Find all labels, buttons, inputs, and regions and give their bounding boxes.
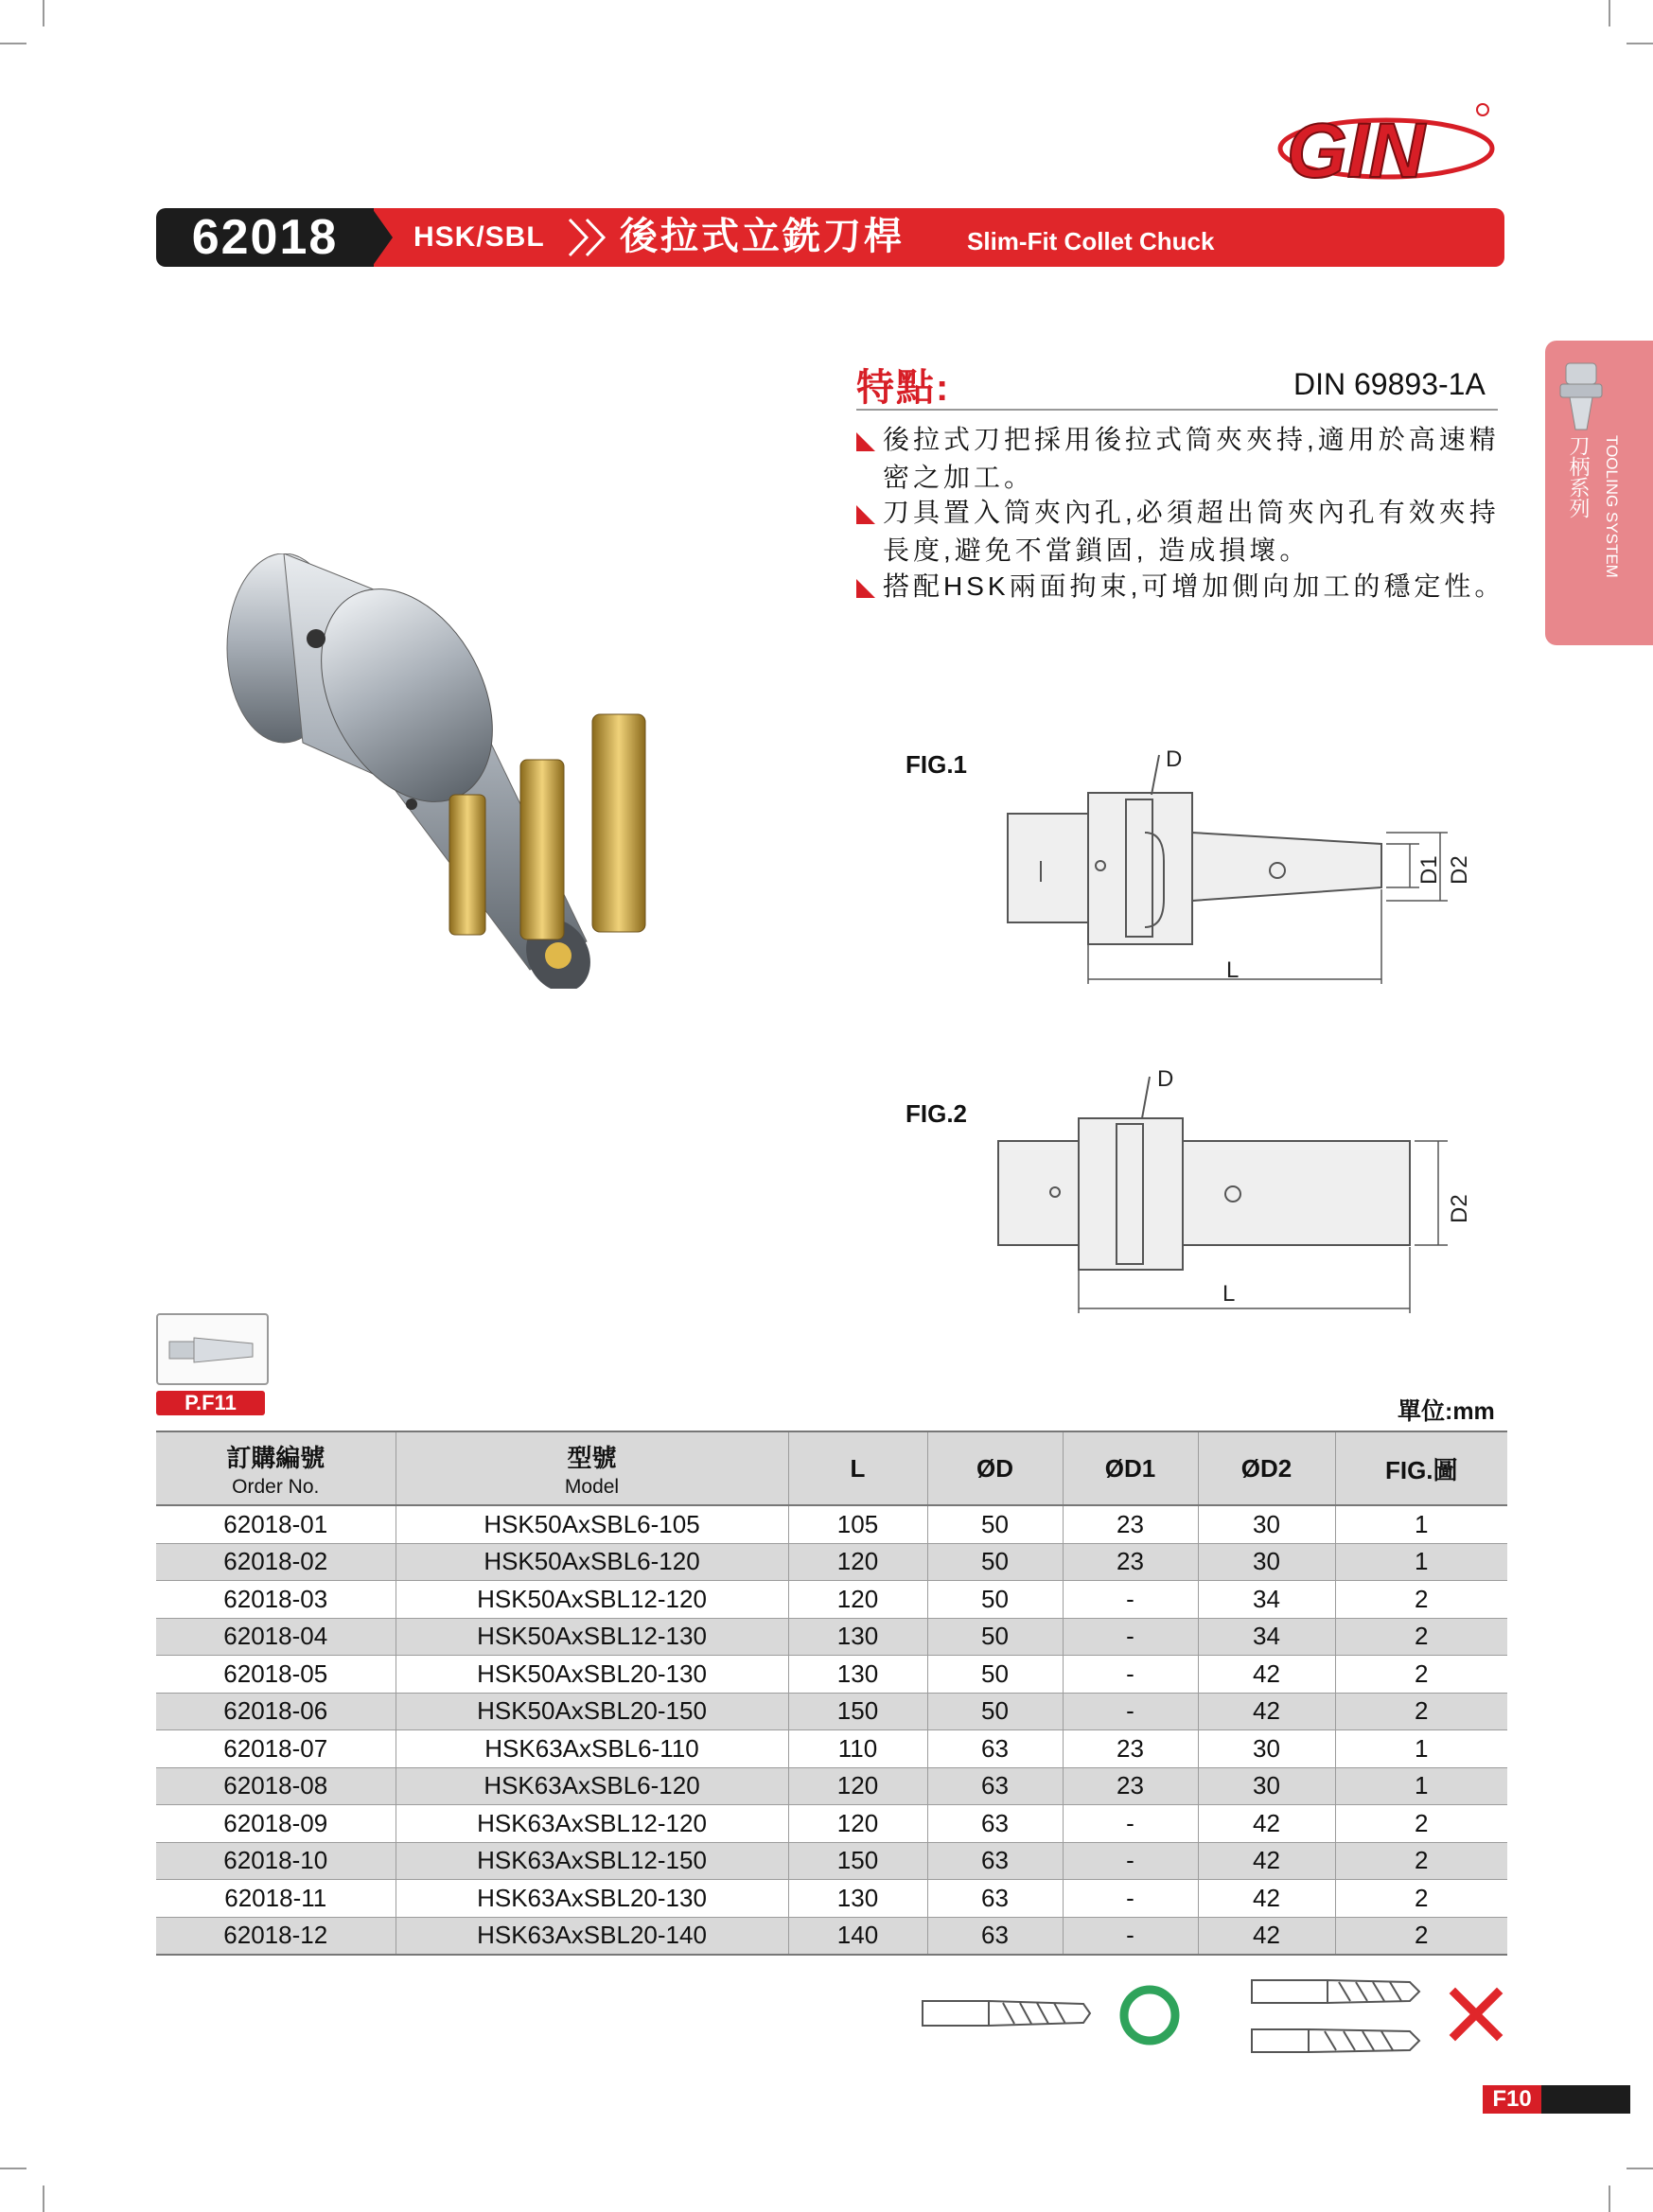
cell-fig: 2	[1335, 1618, 1507, 1656]
cell-fig: 2	[1335, 1656, 1507, 1694]
cell-l: 130	[788, 1618, 927, 1656]
fig1-label: FIG.1	[906, 750, 968, 779]
title-en: Slim-Fit Collet Chuck	[967, 227, 1215, 255]
features-divider	[856, 409, 1498, 411]
fig1-drawing	[1003, 738, 1495, 993]
spec-table	[156, 1431, 1507, 1956]
feature-text: 後拉式刀把採用後拉式筒夾夾持,適用於高速精密之加工。	[883, 425, 1500, 492]
page-number: F10	[1483, 2085, 1541, 2114]
fig2-dim-l: L	[1222, 1281, 1236, 1307]
cell-d: 50	[927, 1656, 1063, 1694]
cell-d: 63	[927, 1842, 1063, 1880]
cell-fig: 1	[1335, 1543, 1507, 1581]
accessory-thumbnail	[156, 1313, 269, 1385]
usage-illustration	[918, 1973, 1514, 2067]
cell-d1: -	[1063, 1917, 1198, 1955]
unit-label: 單位:mm	[1398, 1398, 1495, 1425]
cell-model: HSK63AxSBL12-120	[396, 1805, 788, 1843]
double-chevron-icon	[566, 218, 615, 257]
header-l: L	[788, 1431, 927, 1505]
cell-d1: 23	[1063, 1505, 1198, 1543]
cell-d2: 42	[1198, 1917, 1335, 1955]
cell-d2: 42	[1198, 1656, 1335, 1694]
title-zh: 後拉式立銑刀桿	[620, 216, 905, 257]
table-row	[156, 1618, 1507, 1656]
cell-model: HSK63AxSBL12-150	[396, 1842, 788, 1880]
cell-l: 120	[788, 1767, 927, 1805]
cell-l: 120	[788, 1805, 927, 1843]
cell-l: 150	[788, 1693, 927, 1730]
header-d2: ØD2	[1198, 1431, 1335, 1505]
cell-model: HSK50AxSBL20-150	[396, 1693, 788, 1730]
crop-mark	[1627, 43, 1653, 44]
incorrect-insertion	[1252, 1980, 1497, 2052]
cell-d2: 42	[1198, 1880, 1335, 1918]
fig1-dim-d2: D2	[1447, 855, 1472, 885]
table-row	[156, 1805, 1507, 1843]
cell-d2: 34	[1198, 1581, 1335, 1619]
table-row	[156, 1656, 1507, 1694]
cell-l: 105	[788, 1505, 927, 1543]
cell-fig: 2	[1335, 1880, 1507, 1918]
cell-model: HSK50AxSBL12-130	[396, 1618, 788, 1656]
cell-d1: 23	[1063, 1730, 1198, 1768]
crop-mark	[0, 43, 26, 44]
cell-fig: 2	[1335, 1581, 1507, 1619]
collet-medium	[520, 760, 564, 939]
cell-model: HSK63AxSBL20-140	[396, 1917, 788, 1955]
cell-model: HSK63AxSBL6-120	[396, 1767, 788, 1805]
side-tab-zh: 刀柄系列	[1567, 435, 1591, 518]
cell-d: 63	[927, 1805, 1063, 1843]
title-bar	[156, 208, 1504, 267]
table-header-row	[156, 1431, 1507, 1505]
cell-l: 110	[788, 1730, 927, 1768]
cell-fig: 2	[1335, 1917, 1507, 1955]
cell-order-no: 62018-02	[156, 1543, 396, 1581]
fig2-dim-d: D	[1157, 1066, 1174, 1092]
cell-d: 50	[927, 1543, 1063, 1581]
svg-text:GIN: GIN	[1287, 108, 1425, 191]
cell-l: 120	[788, 1581, 927, 1619]
cell-d2: 30	[1198, 1505, 1335, 1543]
feature-text: 搭配HSK兩面拘束,可增加側向加工的穩定性。	[883, 571, 1505, 601]
cell-d2: 34	[1198, 1618, 1335, 1656]
crop-mark	[43, 0, 44, 26]
table-row	[156, 1693, 1507, 1730]
cell-d1: -	[1063, 1693, 1198, 1730]
table-row	[156, 1730, 1507, 1768]
cell-fig: 2	[1335, 1842, 1507, 1880]
code-arrow	[372, 208, 393, 267]
crop-mark	[1609, 2186, 1610, 2212]
cell-model: HSK63AxSBL20-130	[396, 1880, 788, 1918]
cell-d1: -	[1063, 1805, 1198, 1843]
cell-l: 130	[788, 1880, 927, 1918]
cell-fig: 2	[1335, 1693, 1507, 1730]
fig1-dim-d: D	[1166, 746, 1183, 772]
cell-fig: 2	[1335, 1805, 1507, 1843]
cell-d1: -	[1063, 1880, 1198, 1918]
product-code: 62018	[156, 208, 374, 267]
collet-large	[592, 714, 645, 932]
cell-order-no: 62018-09	[156, 1805, 396, 1843]
cell-d2: 30	[1198, 1543, 1335, 1581]
cell-model: HSK63AxSBL6-110	[396, 1730, 788, 1768]
fig1-dim-l: L	[1226, 957, 1240, 983]
cell-order-no: 62018-06	[156, 1693, 396, 1730]
features-standard: DIN 69893-1A	[1293, 367, 1486, 401]
cell-model: HSK50AxSBL6-105	[396, 1505, 788, 1543]
accessory-label: P.F11	[156, 1391, 265, 1415]
cell-order-no: 62018-07	[156, 1730, 396, 1768]
cell-fig: 1	[1335, 1767, 1507, 1805]
cell-l: 120	[788, 1543, 927, 1581]
cell-d2: 30	[1198, 1767, 1335, 1805]
cell-order-no: 62018-12	[156, 1917, 396, 1955]
table-row	[156, 1581, 1507, 1619]
crop-mark	[43, 2186, 44, 2212]
page-number-bar	[1541, 2085, 1630, 2114]
header-order-no: 訂購編號 Order No.	[156, 1431, 396, 1505]
cell-d2: 42	[1198, 1693, 1335, 1730]
fig2-label: FIG.2	[906, 1099, 968, 1128]
cell-d: 50	[927, 1581, 1063, 1619]
header-d1: ØD1	[1063, 1431, 1198, 1505]
cell-l: 130	[788, 1656, 927, 1694]
cell-d: 50	[927, 1505, 1063, 1543]
fig2-dim-d2: D2	[1447, 1194, 1472, 1223]
tool-holder-icon	[1553, 360, 1609, 435]
cell-d: 63	[927, 1730, 1063, 1768]
ok-circle-icon	[1124, 1990, 1175, 2041]
cell-model: HSK50AxSBL20-130	[396, 1656, 788, 1694]
features-heading: 特點:	[856, 367, 951, 409]
cell-order-no: 62018-08	[156, 1767, 396, 1805]
crop-mark	[1609, 0, 1610, 26]
header-model: 型號 Model	[396, 1431, 788, 1505]
cell-model: HSK50AxSBL6-120	[396, 1543, 788, 1581]
cell-d2: 42	[1198, 1842, 1335, 1880]
bullet-triangle-icon	[856, 505, 875, 524]
cell-d: 50	[927, 1693, 1063, 1730]
cell-d1: -	[1063, 1842, 1198, 1880]
cell-d: 50	[927, 1618, 1063, 1656]
cell-model: HSK50AxSBL12-120	[396, 1581, 788, 1619]
feature-text: 刀具置入筒夾內孔,必須超出筒夾內孔有效夾持長度,避免不當鎖固, 造成損壞。	[883, 498, 1500, 565]
fig1-dim-d1: D1	[1416, 855, 1442, 885]
cell-fig: 1	[1335, 1730, 1507, 1768]
header-fig: FIG.圖	[1335, 1431, 1507, 1505]
bullet-triangle-icon	[856, 579, 875, 598]
series-label: HSK/SBL	[413, 221, 545, 253]
crop-mark	[0, 2168, 26, 2169]
table-body	[156, 1505, 1507, 1955]
table-row	[156, 1767, 1507, 1805]
table-row	[156, 1505, 1507, 1543]
bullet-triangle-icon	[856, 432, 875, 451]
product-photo	[170, 553, 937, 989]
cell-d: 63	[927, 1917, 1063, 1955]
cell-d2: 30	[1198, 1730, 1335, 1768]
collet-small	[449, 795, 485, 935]
table-row	[156, 1543, 1507, 1581]
cell-d1: 23	[1063, 1767, 1198, 1805]
cell-order-no: 62018-05	[156, 1656, 396, 1694]
side-tab-en: TOOLING SYSTEM	[1603, 435, 1621, 578]
cell-fig: 1	[1335, 1505, 1507, 1543]
header-d: ØD	[927, 1431, 1063, 1505]
crop-mark	[1627, 2168, 1653, 2169]
cell-order-no: 62018-01	[156, 1505, 396, 1543]
cell-order-no: 62018-03	[156, 1581, 396, 1619]
table-row	[156, 1842, 1507, 1880]
cell-d1: -	[1063, 1581, 1198, 1619]
cell-d1: -	[1063, 1656, 1198, 1694]
cell-d1: -	[1063, 1618, 1198, 1656]
fig2-drawing	[994, 1058, 1476, 1323]
cell-d: 63	[927, 1767, 1063, 1805]
cell-order-no: 62018-04	[156, 1618, 396, 1656]
side-tab	[1545, 341, 1653, 645]
table-row	[156, 1880, 1507, 1918]
brand-logo	[1273, 97, 1500, 196]
cell-l: 140	[788, 1917, 927, 1955]
cell-d2: 42	[1198, 1805, 1335, 1843]
correct-insertion	[923, 1990, 1175, 2041]
cell-order-no: 62018-11	[156, 1880, 396, 1918]
cell-order-no: 62018-10	[156, 1842, 396, 1880]
cell-l: 150	[788, 1842, 927, 1880]
ng-cross-icon	[1455, 1993, 1497, 2035]
table-row	[156, 1917, 1507, 1955]
cell-d: 63	[927, 1880, 1063, 1918]
cell-d1: 23	[1063, 1543, 1198, 1581]
